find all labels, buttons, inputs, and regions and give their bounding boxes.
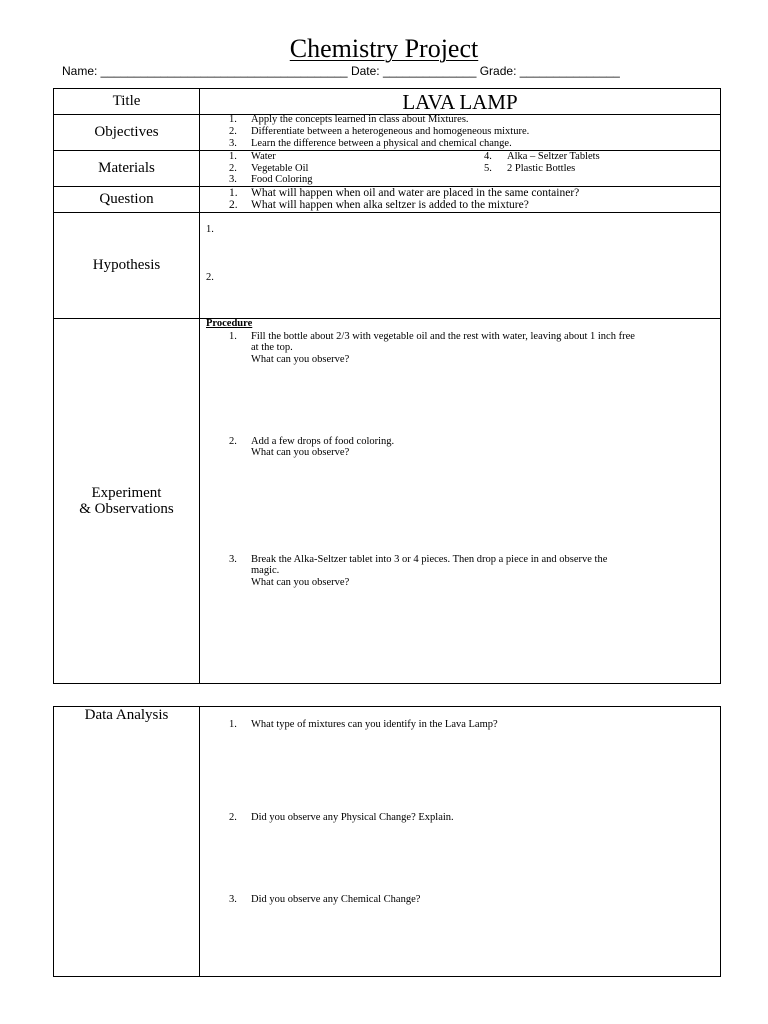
question-text: What will happen when alka seltzer is added to the mixture?	[251, 199, 529, 211]
material-number: 4.	[484, 151, 492, 162]
data-analysis-label: Data Analysis	[84, 707, 169, 723]
procedure-text: at the top.	[251, 342, 293, 353]
procedure-prompt: What can you observe?	[251, 577, 350, 588]
analysis-number: 2.	[229, 812, 237, 823]
observations-label: & Observations	[79, 501, 174, 517]
project-table	[53, 88, 721, 684]
row-divider	[53, 212, 721, 213]
material-number: 1.	[229, 151, 237, 162]
analysis-question: What type of mixtures can you identify in the Lava Lamp?	[251, 719, 498, 730]
title-label: Title	[112, 93, 141, 109]
hypothesis-number: 1.	[206, 224, 214, 235]
question-number: 2.	[229, 199, 238, 211]
procedure-prompt: What can you observe?	[251, 354, 350, 365]
column-divider	[199, 706, 200, 977]
procedure-number: 2.	[229, 436, 237, 447]
material-number: 5.	[484, 163, 492, 174]
objective-number: 1.	[229, 114, 237, 125]
analysis-number: 1.	[229, 719, 237, 730]
hypothesis-label: Hypothesis	[92, 257, 161, 273]
objectives-label: Objectives	[94, 124, 159, 140]
question-label: Question	[99, 191, 154, 207]
procedure-heading: Procedure	[206, 318, 253, 329]
objective-text: Differentiate between a heterogeneous and homogeneous mixture.	[251, 126, 530, 137]
objective-number: 3.	[229, 138, 237, 149]
material-number: 3.	[229, 174, 237, 185]
analysis-question: Did you observe any Chemical Change?	[251, 894, 421, 905]
material-number: 2.	[229, 163, 237, 174]
analysis-question: Did you observe any Physical Change? Explain.	[251, 812, 454, 823]
procedure-text: Fill the bottle about 2/3 with vegetable oil and the rest with water, leaving about 1 inch free	[251, 331, 635, 342]
material-text: Water	[251, 151, 276, 162]
row-divider	[53, 318, 721, 319]
procedure-prompt: What can you observe?	[251, 447, 350, 458]
procedure-text: magic.	[251, 565, 280, 576]
materials-label: Materials	[98, 160, 155, 176]
row-divider	[53, 150, 721, 151]
project-title: LAVA LAMP	[402, 90, 518, 114]
question-text: What will happen when oil and water are placed in the same container?	[251, 187, 580, 199]
material-text: Alka – Seltzer Tablets	[507, 151, 600, 162]
analysis-number: 3.	[229, 894, 237, 905]
column-divider	[199, 88, 200, 684]
procedure-text: Add a few drops of food coloring.	[251, 436, 395, 447]
procedure-number: 1.	[229, 331, 237, 342]
procedure-text: Break the Alka-Seltzer tablet into 3 or 4 pieces. Then drop a piece in and observe the	[251, 554, 608, 565]
page-title: Chemistry Project	[289, 34, 479, 63]
question-number: 1.	[229, 187, 238, 199]
material-text: Vegetable Oil	[251, 163, 309, 174]
material-text: 2 Plastic Bottles	[507, 163, 576, 174]
material-text: Food Coloring	[251, 174, 313, 185]
hypothesis-number: 2.	[206, 272, 214, 283]
experiment-label: Experiment	[91, 485, 162, 501]
data-analysis-table	[53, 706, 721, 977]
name-date-grade-line: Name: _____________________________________ Date: ______________ Grade: _______________	[62, 64, 620, 78]
procedure-number: 3.	[229, 554, 237, 565]
objective-text: Apply the concepts learned in class about Mixtures.	[251, 114, 469, 125]
objective-number: 2.	[229, 126, 237, 137]
objective-text: Learn the difference between a physical and chemical change.	[251, 138, 512, 149]
